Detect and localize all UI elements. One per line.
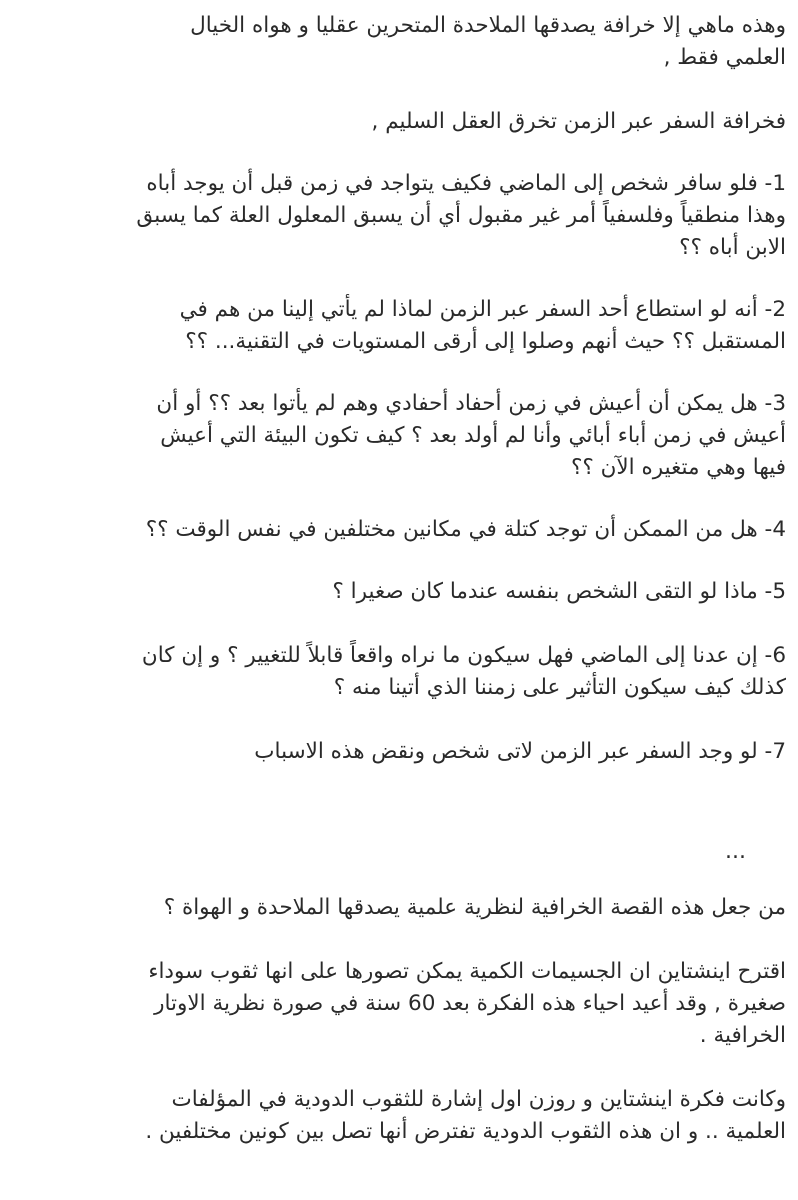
text-line: أعيش في زمن أباء أبائي وأنا لم أولد بعد ؟ كيف تكون البيئة التي أعيش xyxy=(160,423,786,448)
text-line: صغيرة , وقد أعيد احياء هذه الفكرة بعد 60 سنة في صورة نظرية الاوتار xyxy=(154,991,786,1016)
text-line: الابن أباه ؟؟ xyxy=(679,235,786,260)
text-line: وهذا منطقياً وفلسفياً أمر غير مقبول أي أن يسبق المعلول العلة كما يسبق xyxy=(136,203,786,228)
text-line: 5- ماذا لو التقى الشخص بنفسه عندما كان صغيرا ؟ xyxy=(332,579,786,604)
text-line: المستقبل ؟؟ حيث أنهم وصلوا إلى أرقى المستويات في التقنية... ؟؟ xyxy=(185,329,786,354)
text-line: العلمية .. و ان هذه الثقوب الدودية تفترض أنها تصل بين كونين مختلفين . xyxy=(145,1119,786,1144)
text-line: فخرافة السفر عبر الزمن تخرق العقل السليم , xyxy=(371,109,786,134)
text-line: 1- فلو سافر شخص إلى الماضي فكيف يتواجد في زمن قبل أن يوجد أباه xyxy=(146,171,786,196)
text-line: اقترح اينشتاين ان الجسيمات الكمية يمكن تصورها على انها ثقوب سوداء xyxy=(148,959,786,984)
ellipsis: ... xyxy=(725,839,746,864)
text-line: 4- هل من الممكن أن توجد كتلة في مكانين مختلفين في نفس الوقت ؟؟ xyxy=(145,517,786,542)
text-line: 7- لو وجد السفر عبر الزمن لاتى شخص ونقض هذه الاسباب xyxy=(254,739,786,764)
text-line: كذلك كيف سيكون التأثير على زمننا الذي أتينا منه ؟ xyxy=(333,675,786,700)
text-line: 3- هل يمكن أن أعيش في زمن أحفاد أحفادي وهم لم يأتوا بعد ؟؟ أو أن xyxy=(156,391,786,416)
text-line: وهذه ماهي إلا خرافة يصدقها الملاحدة المتحرين عقليا و هواه الخيال xyxy=(190,13,786,38)
text-line: فيها وهي متغيره الآن ؟؟ xyxy=(570,455,786,480)
text-line: الخرافية . xyxy=(699,1023,786,1048)
text-line: من جعل هذه القصة الخرافية لنظرية علمية يصدقها الملاحدة و الهواة ؟ xyxy=(163,895,786,920)
text-line: 2- أنه لو استطاع أحد السفر عبر الزمن لماذا لم يأتي إلينا من هم في xyxy=(179,297,786,322)
text-line: وكانت فكرة اينشتاين و روزن اول إشارة للثقوب الدودية في المؤلفات xyxy=(171,1087,786,1112)
text-line: 6- إن عدنا إلى الماضي فهل سيكون ما نراه واقعاً قابلاً للتغيير ؟ و إن كان xyxy=(141,643,786,668)
text-line: العلمي فقط , xyxy=(663,45,786,70)
